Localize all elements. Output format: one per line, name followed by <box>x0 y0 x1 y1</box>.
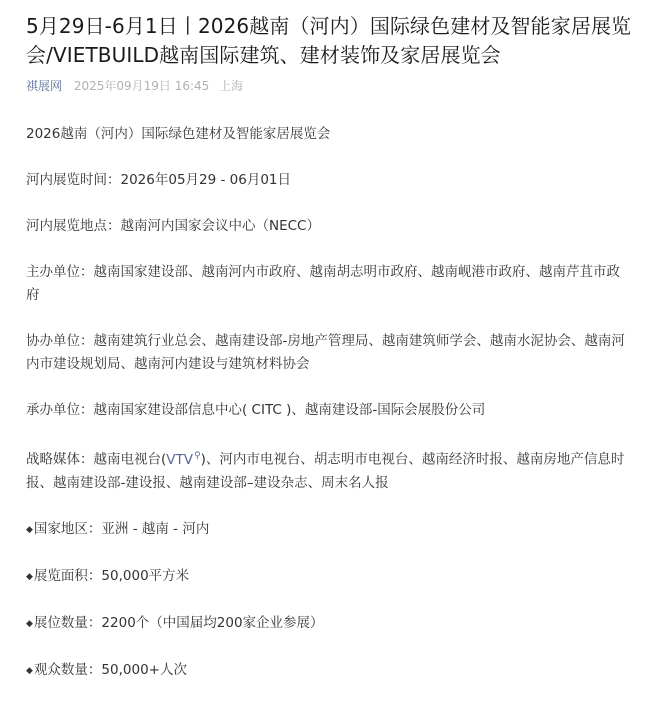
exhibition-venue: 河内展览地点：越南河内国家会议中心（NECC） <box>26 218 320 234</box>
bullet-area <box>26 565 632 589</box>
diamond-icon: ◆ <box>26 571 33 582</box>
strategic-media <box>26 445 632 495</box>
publish-location: 上海 <box>219 79 244 93</box>
article-content <box>26 123 632 683</box>
bullet-booths <box>26 612 632 636</box>
bullet-region <box>26 518 632 542</box>
article-meta <box>26 78 632 94</box>
bullet-visitors <box>26 659 632 683</box>
diamond-icon: ◆ <box>26 524 33 535</box>
search-icon: ⚲ <box>194 451 201 461</box>
vtv-link[interactable] <box>166 452 200 468</box>
bullet-text: 国家地区：亚洲 - 越南 - 河内 <box>33 520 210 537</box>
co-organizer-units: 协办单位：越南建筑行业总会、越南建设部-房地产管理局、越南建筑师学会、越南水泥协会、越南河内市建设规划局、越南河内建设与建筑材料协会 <box>26 333 625 372</box>
vtv-link-label: VTV <box>166 451 193 468</box>
media-suffix: )、河内市电视台、胡志明市电视台、越南经济时报、越南房地产信息时报、越南建设部-建设报、越南建设部–建设杂志、周末名人报 <box>26 451 625 491</box>
organizer-units: 承办单位：越南国家建设部信息中心( CITC )、越南建设部-国际会展股份公司 <box>26 402 486 418</box>
exhibition-time: 河内展览时间：2026年05月29 - 06月01日 <box>26 172 292 188</box>
media-prefix: 战略媒体：越南电视台( <box>26 451 167 468</box>
bullet-text: 展位数量：2200个（中国届均200家企业参展） <box>33 614 324 631</box>
publish-date: 2025年09月19日 16:45 <box>73 79 210 93</box>
source-link[interactable]: 祺展网 <box>26 79 63 93</box>
diamond-icon: ◆ <box>26 665 33 676</box>
article-title: 5月29日-6月1日丨2026越南（河内）国际绿色建材及智能家居展览会/VIETBUILD越南国际建筑、建材装饰及家居展览会 <box>26 14 632 67</box>
diamond-icon: ◆ <box>26 618 33 629</box>
bullet-text: 展览面积：50,000平方米 <box>33 567 190 584</box>
intro-paragraph: 2026越南（河内）国际绿色建材及智能家居展览会 <box>26 126 331 142</box>
bullet-text: 观众数量：50,000+人次 <box>33 661 187 678</box>
host-units: 主办单位：越南国家建设部、越南河内市政府、越南胡志明市政府、越南岘港市政府、越南芹苴市政府 <box>26 264 620 303</box>
